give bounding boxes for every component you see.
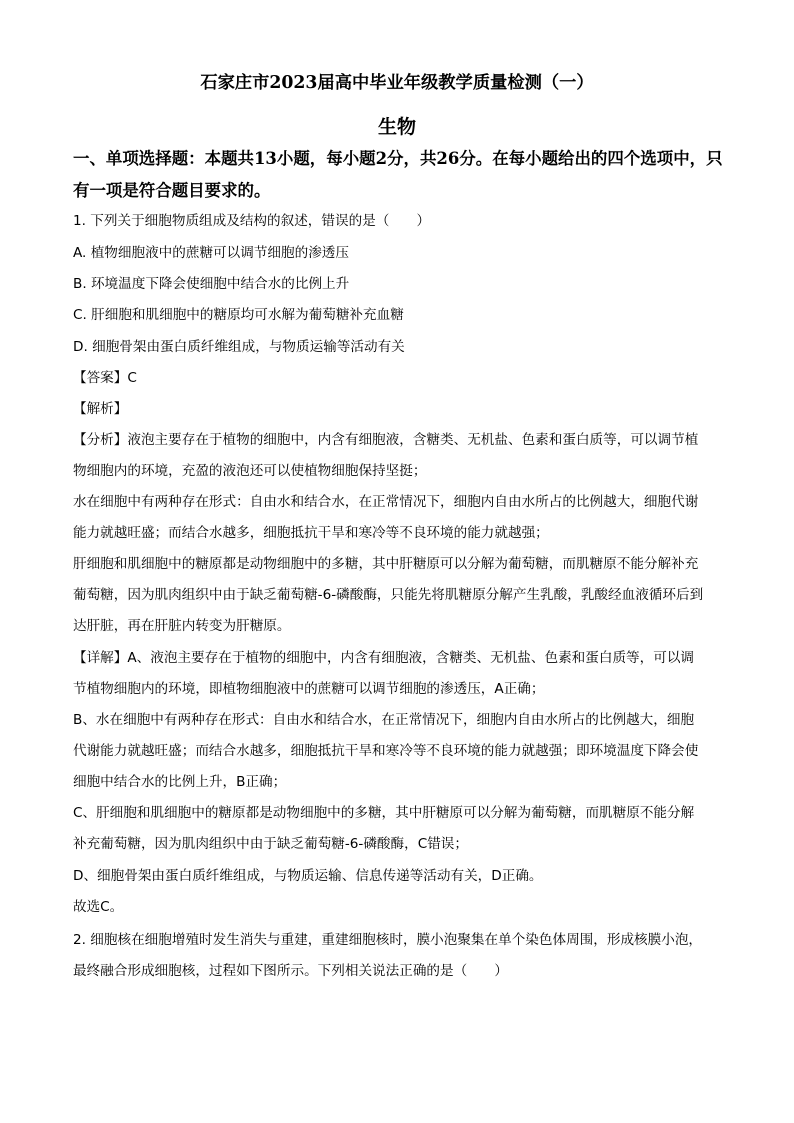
q1-analysis-label: 【解析】 [73,401,128,417]
analysis-line: 故选C。 [73,899,124,915]
q2-stem-line-2: 最终融合形成细胞核，过程如下图所示。下列相关说法正确的是（ ） [73,963,508,979]
analysis-line: 能力就越旺盛；而结合水越多，细胞抵抗干旱和寒冷等不良环境的能力就越强； [73,525,549,541]
q1-option-d: D. 细胞骨架由蛋白质纤维组成，与物质运输等活动有关 [73,339,405,355]
analysis-line: 物细胞内的环境，充盈的液泡还可以使植物细胞保持坚挺； [73,463,427,479]
analysis-line: 【分析】液泡主要存在于植物的细胞中，内含有细胞液，含糖类、无机盐、色素和蛋白质等，可以调节植 [73,432,699,448]
analysis-line: 代谢能力就越旺盛；而结合水越多，细胞抵抗干旱和寒冷等不良环境的能力就越强；即环境温度下降会使 [73,743,699,759]
analysis-line: 肝细胞和肌细胞中的糖原都是动物细胞中的多糖，其中肝糖原可以分解为葡萄糖，而肌糖原不能分解补充 [73,556,699,572]
analysis-line: 细胞中结合水的比例上升，B正确； [73,774,287,790]
section-heading-line-2: 有一项是符合题目要求的。 [73,181,271,200]
analysis-line: 达肝脏，再在肝脏内转变为肝糖原。 [73,618,291,634]
q1-option-a: A. 植物细胞液中的蔗糖可以调节细胞的渗透压 [73,245,349,261]
q1-option-c: C. 肝细胞和肌细胞中的糖原均可水解为葡萄糖补充血糖 [73,307,404,323]
analysis-line: D、细胞骨架由蛋白质纤维组成，与物质运输、信息传递等活动有关，D正确。 [73,868,543,884]
analysis-line: 葡萄糖，因为肌肉组织中由于缺乏葡萄糖-6-磷酸酶，只能先将肌糖原分解产生乳酸，乳酸经血液循环后到 [73,587,704,603]
analysis-line: C、肝细胞和肌细胞中的糖原都是动物细胞中的多糖，其中肝糖原可以分解为葡萄糖，而肌糖原不能分解 [73,805,695,821]
q1-answer: 【答案】C [73,370,137,386]
analysis-line: B、水在细胞中有两种存在形式：自由水和结合水，在正常情况下，细胞内自由水所占的比例越大，细胞 [73,712,695,728]
analysis-line: 节植物细胞内的环境，即植物细胞液中的蔗糖可以调节细胞的渗透压，A正确； [73,681,545,697]
analysis-line: 【详解】A、液泡主要存在于植物的细胞中，内含有细胞液，含糖类、无机盐、色素和蛋白质等，可以调 [73,650,695,666]
subject-title: 生物 [377,116,416,138]
section-heading-line-1: 一、单项选择题：本题共13小题，每小题2分，共26分。在每小题给出的四个选项中，只 [73,149,723,168]
exam-title: 石家庄市2023届高中毕业年级教学质量检测（一） [200,73,594,93]
q1-option-b: B. 环境温度下降会使细胞中结合水的比例上升 [73,276,350,292]
q1-stem: 1. 下列关于细胞物质组成及结构的叙述，错误的是（ ） [73,213,431,229]
analysis-line: 水在细胞中有两种存在形式：自由水和结合水，在正常情况下，细胞内自由水所占的比例越大，细胞代谢 [73,494,699,510]
section-heading [73,143,723,207]
q2-stem-line-1: 2. 细胞核在细胞增殖时发生消失与重建，重建细胞核时，膜小泡聚集在单个染色体周围，形成核膜小泡， [73,932,703,948]
analysis-line: 补充葡萄糖，因为肌肉组织中由于缺乏葡萄糖-6-磷酸酶，C错误； [73,836,468,852]
